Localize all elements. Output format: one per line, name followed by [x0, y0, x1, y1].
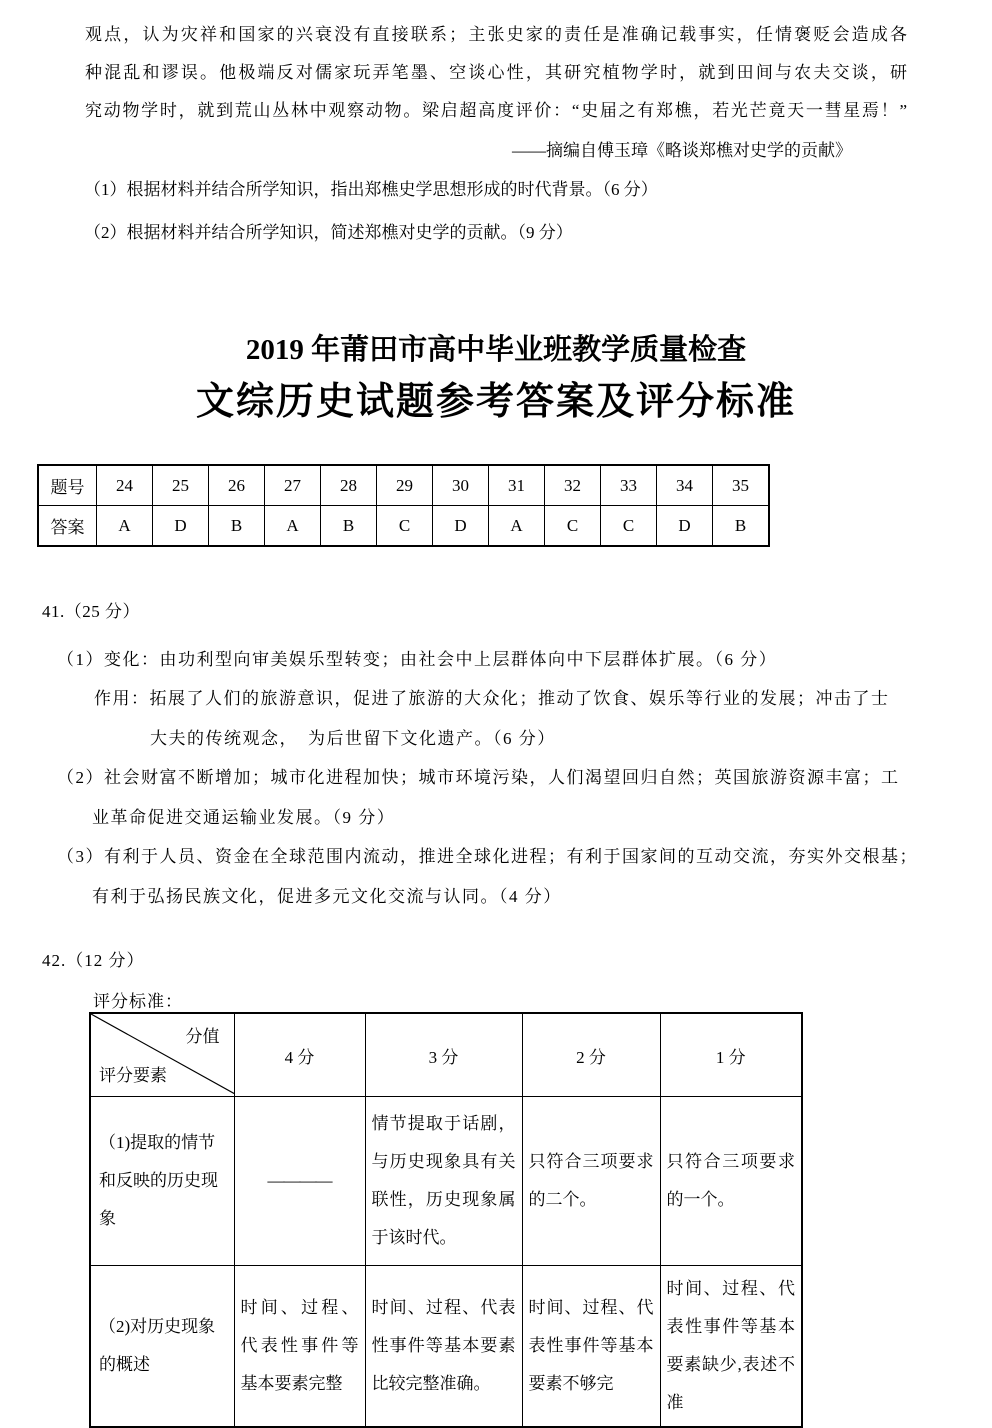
answer-row: [38, 506, 769, 547]
material-line: 种混乱和谬误。他极端反对儒家玩弄笔墨、空谈心性，其研究植物学时，就到田间与农夫交谈，研: [85, 63, 907, 82]
material-question-2: （2）根据材料并结合所学知识，简述郑樵对史学的贡献。（9 分）: [84, 223, 573, 242]
q41-answer-line: 有利于弘扬民族文化，促进多元文化交流与认同。（4 分）: [92, 886, 562, 906]
answer-cell: A: [265, 506, 321, 547]
question-42-heading: 42.（12 分）: [42, 951, 145, 970]
material-paragraph: [85, 16, 907, 130]
score-2-cell: 时间、过程、代表性事件等基本要素不够完: [522, 1266, 660, 1428]
answer-key-table: [37, 464, 770, 547]
diagonal-label-criteria: 评分要素: [99, 1066, 167, 1085]
answer-cell: C: [377, 506, 433, 547]
q41-answer-line: 大夫的传统观念， 为后世留下文化遗产。（6 分）: [150, 728, 556, 748]
answer-cell: B: [209, 506, 265, 547]
q41-answer-line: （1）变化：由功利型向审美娱乐型转变；由社会中上层群体向中下层群体扩展。（6 分）: [57, 649, 778, 669]
score-column-header: 1 分: [660, 1013, 802, 1097]
diagonal-label-score: 分值: [185, 1027, 220, 1046]
row-label-question-number: 题号: [38, 465, 97, 506]
scoring-rubric-table: [89, 1012, 803, 1428]
q41-answer-line: 业革命促进交通运输业发展。（9 分）: [92, 807, 396, 827]
answer-cell: A: [97, 506, 153, 547]
score-1-cell: 只符合三项要求的一个。: [660, 1097, 802, 1266]
answer-cell: C: [601, 506, 657, 547]
score-column-header: 4 分: [234, 1013, 365, 1097]
material-question-1: （1）根据材料并结合所学知识，指出郑樵史学思想形成的时代背景。（6 分）: [84, 180, 658, 199]
question-41-heading: 41.（25 分）: [42, 602, 140, 621]
answer-cell: D: [657, 506, 713, 547]
question-number-cell: 35: [713, 465, 770, 506]
answer-key-title: 文综历史试题参考答案及评分标准: [195, 381, 796, 423]
q41-answer-line: （3）有利于人员、资金在全球范围内流动，推进全球化进程；有利于国家间的互动交流，夯实外交根基；: [57, 847, 918, 866]
material-line: 究动物学时，就到荒山丛林中观察动物。梁启超高度评价：“史届之有郑樵，若光芒竟天一彗星焉！”: [85, 101, 907, 120]
answer-cell: A: [489, 506, 545, 547]
score-column-header: 3 分: [365, 1013, 522, 1097]
scoring-criteria-label: 评分标准：: [93, 992, 183, 1011]
criterion-cell: （1)提取的情节和反映的历史现象: [90, 1097, 234, 1266]
score-1-cell: 时间、过程、代表性事件等基本要素缺少,表述不准: [660, 1266, 802, 1428]
rubric-header-row: [90, 1013, 802, 1097]
answer-cell: D: [433, 506, 489, 547]
rubric-row-plot-extraction: [90, 1097, 802, 1266]
exam-title: 2019 年莆田市高中毕业班教学质量检查: [245, 334, 747, 366]
question-number-cell: 30: [433, 465, 489, 506]
criterion-cell: （2)对历史现象的概述: [90, 1266, 234, 1428]
question-41-answer-block: [42, 592, 962, 916]
score-3-cell: 时间、过程、代表性事件等基本要素比较完整准确。: [365, 1266, 522, 1428]
answer-cell: D: [153, 506, 209, 547]
question-number-cell: 32: [545, 465, 601, 506]
answer-cell: B: [321, 506, 377, 547]
diagonal-header-cell: [90, 1013, 234, 1097]
score-4-cell: ————: [234, 1097, 365, 1266]
question-number-cell: 33: [601, 465, 657, 506]
question-number-cell: 31: [489, 465, 545, 506]
question-number-cell: 24: [97, 465, 153, 506]
question-number-row: [38, 465, 769, 506]
question-number-cell: 28: [321, 465, 377, 506]
question-number-cell: 34: [657, 465, 713, 506]
question-number-cell: 27: [265, 465, 321, 506]
q41-answer-line: （2）社会财富不断增加；城市化进程加快；城市环境污染，人们渴望回归自然；英国旅游资源丰富；工: [57, 768, 900, 787]
material-line: 观点，认为灾祥和国家的兴衰没有直接联系；主张史家的责任是准确记载事实，任情褒贬会造成各: [85, 25, 907, 44]
score-2-cell: 只符合三项要求的二个。: [522, 1097, 660, 1266]
row-label-answer: 答案: [38, 506, 97, 547]
score-3-cell: 情节提取于话剧，与历史现象具有关联性，历史现象属于该时代。: [365, 1097, 522, 1266]
source-citation: ——摘编自傅玉璋《略谈郑樵对史学的贡献》: [512, 141, 852, 160]
question-number-cell: 26: [209, 465, 265, 506]
question-number-cell: 25: [153, 465, 209, 506]
answer-cell: B: [713, 506, 770, 547]
q41-answer-line: 作用：拓展了人们的旅游意识，促进了旅游的大众化；推动了饮食、娱乐等行业的发展；冲击了士: [94, 689, 890, 708]
score-4-cell: 时间、过程、代表性事件等基本要素完整: [234, 1266, 365, 1428]
answer-cell: C: [545, 506, 601, 547]
question-number-cell: 29: [377, 465, 433, 506]
score-column-header: 2 分: [522, 1013, 660, 1097]
